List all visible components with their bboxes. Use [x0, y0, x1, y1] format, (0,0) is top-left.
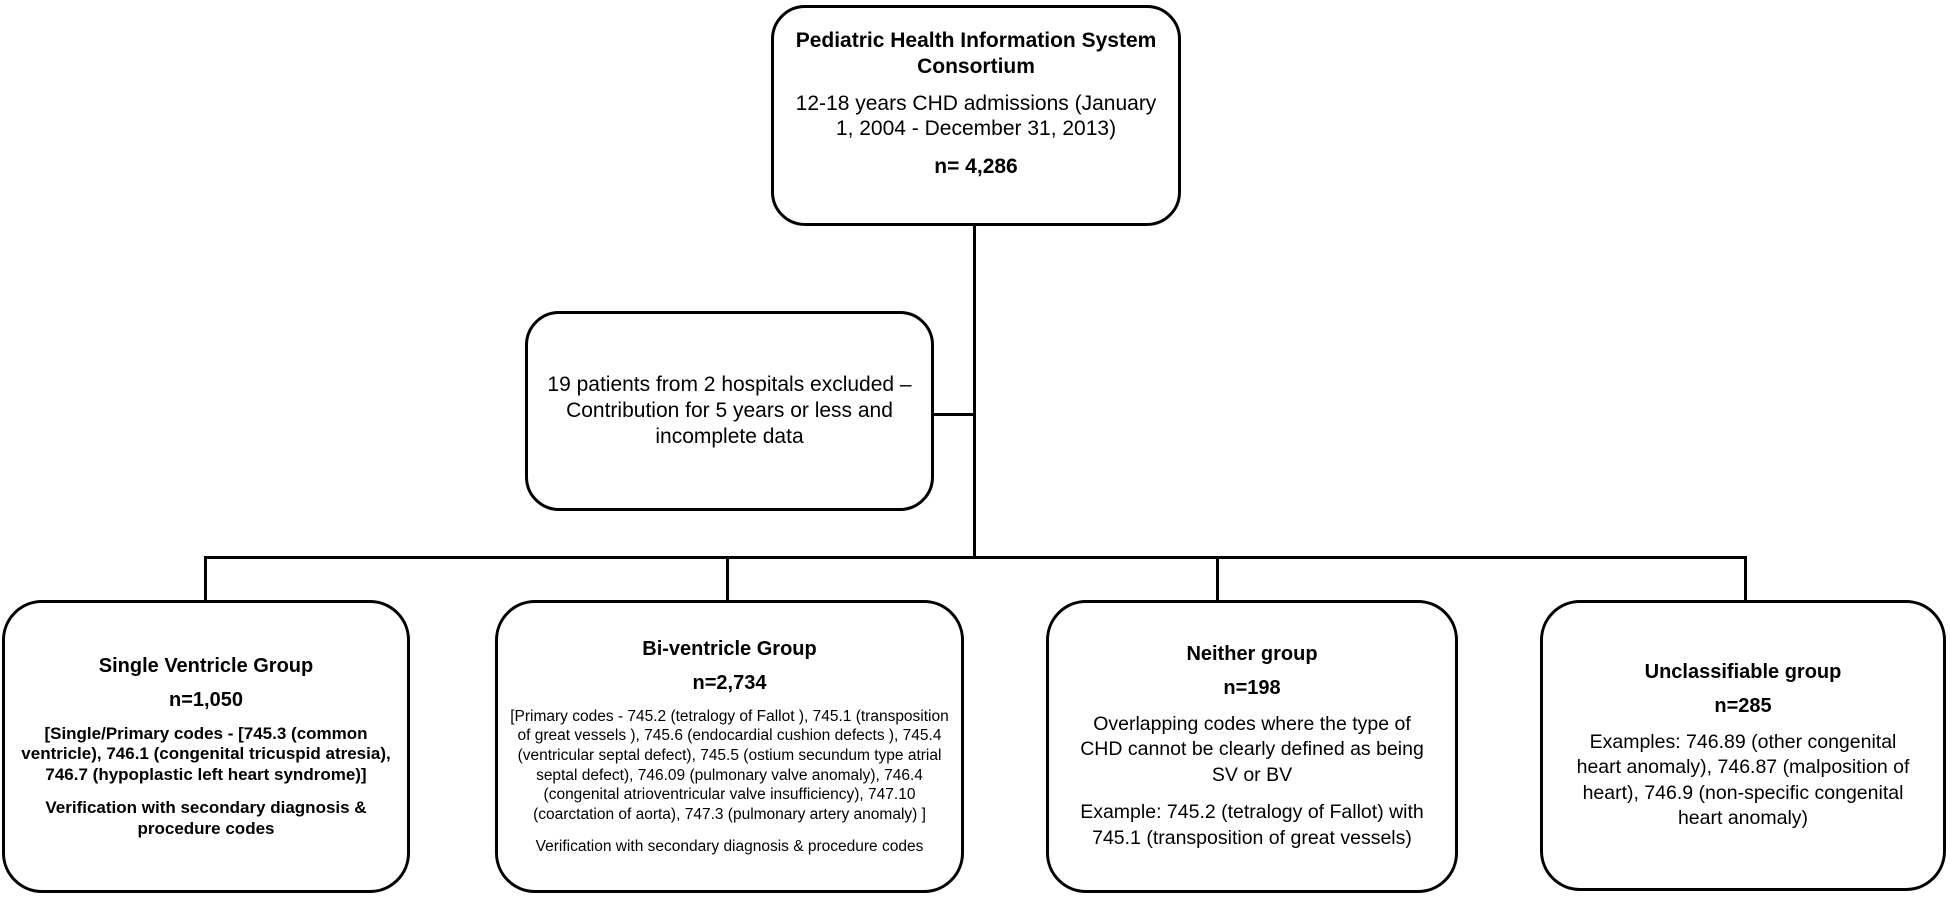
- group-verification-text: Verification with secondary diagnosis & procedure codes: [535, 837, 924, 855]
- group-n-count: n=285: [1714, 694, 1772, 717]
- group-title: Neither group: [1186, 643, 1318, 666]
- group-verification-text: Verification with secondary diagnosis & procedure codes: [45, 797, 367, 838]
- root-box-n-count: n= 4,286: [934, 154, 1018, 178]
- root-box-title: Pediatric Health Information System Consortium: [795, 29, 1157, 79]
- exclusion-box-text: 19 patients from 2 hospitals excluded – Contribution for 5 years or less and incomplete data: [547, 372, 912, 449]
- group-title: Bi-ventricle Group: [642, 637, 817, 660]
- group-box-bi-ventricle: [495, 600, 964, 893]
- group-box-unclassifiable: [1540, 600, 1946, 891]
- group-example-text: Example: 745.2 (tetralogy of Fallot) with 745.1 (transposition of great vessels): [1080, 801, 1424, 849]
- connector-drop-unclassifiable: [1744, 556, 1747, 603]
- connector-drop-bi-ventricle: [726, 556, 729, 603]
- connector-rail: [204, 556, 1747, 559]
- group-box-neither: [1046, 600, 1458, 893]
- group-examples-text: Examples: 746.89 (other congenital heart anomaly), 746.87 (malposition of heart), 746.9 (non-specific congenital heart anomaly): [1576, 730, 1910, 829]
- connector-drop-neither: [1216, 556, 1219, 603]
- group-box-single-ventricle: [2, 600, 410, 893]
- group-title: Single Ventricle Group: [98, 654, 314, 677]
- group-n-count: n=1,050: [169, 688, 243, 711]
- root-box-subtitle: 12-18 years CHD admissions (January 1, 2004 - December 31, 2013): [795, 91, 1157, 141]
- group-title: Unclassifiable group: [1644, 660, 1842, 683]
- group-n-count: n=2,734: [692, 671, 767, 694]
- root-box: [771, 5, 1181, 226]
- group-codes-text: [Single/Primary codes - [745.3 (common ventricle), 746.1 (congenital tricuspid atresia), 746.7 (hypoplastic left heart syndrome)]: [21, 723, 391, 785]
- group-description-text: Overlapping codes where the type of CHD cannot be clearly defined as being SV or BV: [1080, 713, 1424, 786]
- group-codes-text: [Primary codes - 745.2 (tetralogy of Fallot ), 745.1 (transposition of great vessels ), 745.6 (endocardial cushion defects ), 745.4 (ventricular septal defect), 745.5 (ostium secundum type atrial septal defect), 746.09 (pulmonary valve anomaly), 746.4 (congenital atrioventricular valve insufficiency), 747.10 (coarctation of aorta), 747.3 (pulmonary artery anomaly) ]: [510, 707, 949, 823]
- connector-exclusion: [932, 413, 975, 416]
- connector-drop-single-ventricle: [204, 556, 207, 603]
- connector-trunk: [973, 224, 976, 558]
- exclusion-box: [525, 311, 934, 511]
- group-n-count: n=198: [1223, 677, 1281, 700]
